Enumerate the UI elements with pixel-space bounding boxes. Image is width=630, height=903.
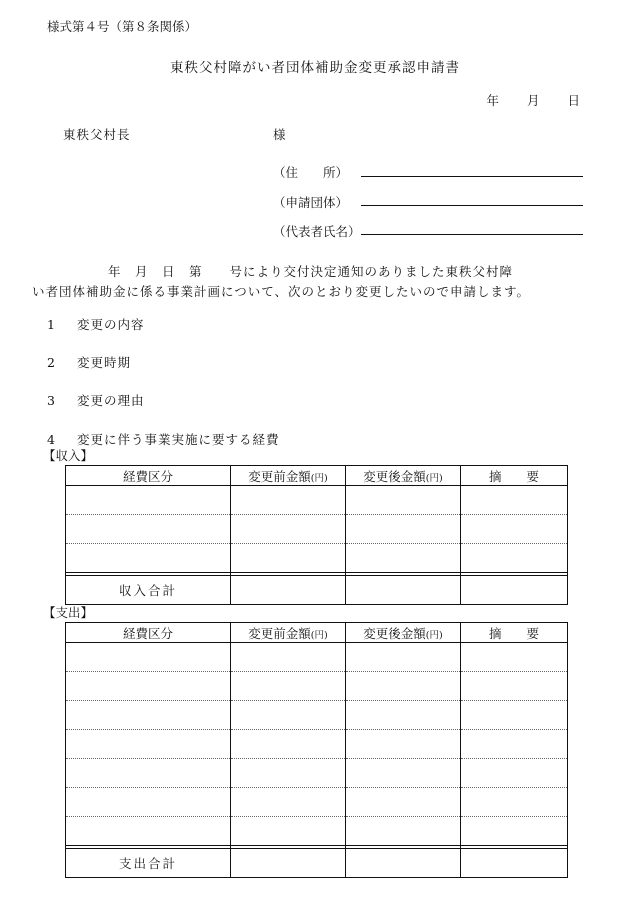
income-header-row [66, 466, 568, 486]
expense-section-label: 【支出】 [43, 605, 94, 620]
table-cell[interactable] [66, 730, 231, 759]
table-row [66, 701, 568, 730]
income-total-row [66, 576, 568, 605]
table-cell[interactable] [461, 544, 568, 573]
table-cell[interactable] [231, 643, 346, 672]
applicant-org-field[interactable] [361, 205, 583, 206]
income-header-after-main: 変更後金額 [363, 468, 426, 484]
table-cell[interactable] [231, 817, 346, 846]
table-cell[interactable] [66, 643, 231, 672]
item-3-text: 変更の理由 [77, 393, 145, 408]
table-cell[interactable] [346, 515, 461, 544]
item-3-number: 3 [47, 393, 56, 408]
income-header-before [231, 466, 346, 486]
expense-total-label: 支出合計 [66, 849, 231, 878]
body-paragraph [32, 262, 598, 302]
expense-header-before-main: 変更前金額 [248, 625, 311, 641]
honorific: 様 [273, 127, 286, 142]
document-title: 東秩父村障がい者団体補助金変更承認申請書 [170, 60, 460, 76]
expense-total-before[interactable] [231, 849, 346, 878]
table-cell[interactable] [66, 544, 231, 573]
table-cell[interactable] [231, 788, 346, 817]
expense-header-after-main: 変更後金額 [363, 625, 426, 641]
table-row [66, 730, 568, 759]
item-4-text: 変更に伴う事業実施に要する経費 [77, 432, 280, 447]
table-cell[interactable] [461, 672, 568, 701]
table-cell[interactable] [346, 643, 461, 672]
table-cell[interactable] [346, 486, 461, 515]
income-table [65, 465, 568, 605]
income-header-before-main: 変更前金額 [248, 468, 311, 484]
table-cell[interactable] [231, 730, 346, 759]
expense-total-after[interactable] [346, 849, 461, 878]
expense-total-row [66, 849, 568, 878]
table-cell[interactable] [346, 544, 461, 573]
income-total-label: 収入合計 [66, 576, 231, 605]
item-1 [47, 315, 145, 333]
applicant-rep-label: （代表者氏名） [273, 224, 361, 239]
table-row [66, 672, 568, 701]
expense-header-after-unit: (円) [425, 629, 443, 641]
table-cell[interactable] [231, 672, 346, 701]
table-cell[interactable] [461, 759, 568, 788]
item-3 [47, 391, 145, 409]
table-cell[interactable] [66, 672, 231, 701]
expense-header-category: 経費区分 [66, 623, 231, 643]
applicant-address-field[interactable] [361, 176, 583, 177]
table-cell[interactable] [461, 643, 568, 672]
applicant-rep-field[interactable] [361, 234, 583, 235]
expense-header-after [346, 623, 461, 643]
income-header-notes: 摘 要 [461, 466, 568, 486]
table-cell[interactable] [346, 759, 461, 788]
addressee: 東秩父村長 [63, 127, 131, 142]
table-cell[interactable] [461, 701, 568, 730]
expense-header-before-unit: (円) [310, 629, 328, 641]
expense-header-notes: 摘 要 [461, 623, 568, 643]
item-2 [47, 353, 131, 371]
table-cell[interactable] [231, 486, 346, 515]
item-1-number: 1 [47, 317, 56, 332]
table-cell[interactable] [66, 701, 231, 730]
income-total-notes[interactable] [461, 576, 568, 605]
table-cell[interactable] [231, 701, 346, 730]
table-cell[interactable] [66, 759, 231, 788]
table-cell[interactable] [66, 788, 231, 817]
table-cell[interactable] [461, 486, 568, 515]
income-header-after [346, 466, 461, 486]
date-line: 年 月 日 [486, 93, 580, 108]
item-2-number: 2 [47, 355, 56, 370]
applicant-org-label: （申請団体） [273, 195, 349, 210]
item-2-text: 変更時期 [77, 355, 132, 370]
table-row [66, 788, 568, 817]
table-cell[interactable] [461, 730, 568, 759]
table-row [66, 515, 568, 544]
table-cell[interactable] [461, 817, 568, 846]
income-header-category: 経費区分 [66, 466, 231, 486]
expense-total-notes[interactable] [461, 849, 568, 878]
expense-header-before [231, 623, 346, 643]
table-cell[interactable] [346, 701, 461, 730]
table-row [66, 643, 568, 672]
table-cell[interactable] [66, 486, 231, 515]
table-cell[interactable] [231, 759, 346, 788]
table-row [66, 817, 568, 846]
table-row [66, 759, 568, 788]
table-cell[interactable] [461, 515, 568, 544]
table-cell[interactable] [346, 817, 461, 846]
table-row [66, 486, 568, 515]
applicant-address-label: （住 所） [273, 165, 349, 180]
income-header-before-unit: (円) [310, 472, 328, 484]
table-cell[interactable] [231, 544, 346, 573]
table-cell[interactable] [461, 788, 568, 817]
income-section-label: 【収入】 [43, 448, 94, 463]
table-cell[interactable] [346, 730, 461, 759]
item-4-number: 4 [47, 432, 56, 447]
income-header-after-unit: (円) [425, 472, 443, 484]
table-cell[interactable] [66, 817, 231, 846]
form-number: 様式第４号（第８条関係） [47, 19, 198, 34]
income-total-after[interactable] [346, 576, 461, 605]
table-cell[interactable] [346, 672, 461, 701]
expense-table [65, 622, 568, 878]
table-cell[interactable] [231, 515, 346, 544]
income-total-before[interactable] [231, 576, 346, 605]
table-cell[interactable] [346, 788, 461, 817]
expense-header-row [66, 623, 568, 643]
item-1-text: 変更の内容 [77, 317, 145, 332]
table-row [66, 544, 568, 573]
body-line-1: 年 月 日 第 号により交付決定通知のありました東秩父村障 [108, 264, 514, 279]
table-cell[interactable] [66, 515, 231, 544]
body-line-2: い者団体補助金に係る事業計画について、次のとおり変更したいので申請します。 [32, 284, 531, 299]
